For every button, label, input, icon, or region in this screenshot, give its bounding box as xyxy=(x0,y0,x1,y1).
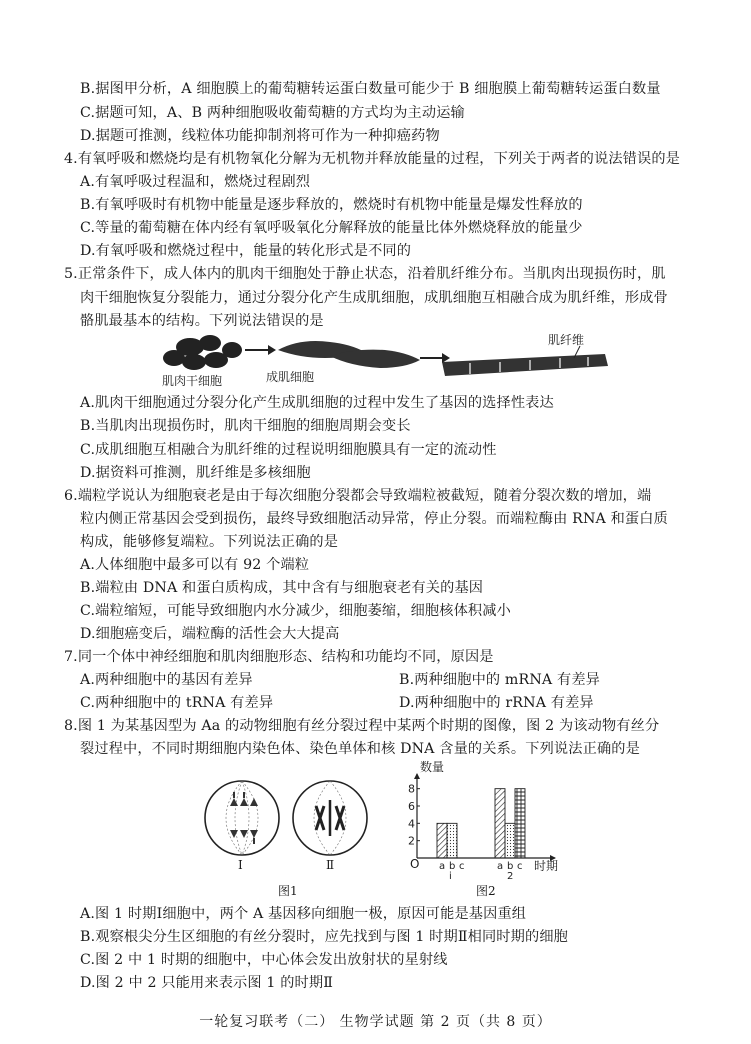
q8-option-c: C.图 2 中 1 时期的细胞中，中心体会发出放射状的星射线 xyxy=(80,952,448,968)
q8-option-b: B.观察根尖分生区细胞的有丝分裂时，应先找到与图 1 时期Ⅱ相同时期的细胞 xyxy=(80,929,568,945)
chart-y-tick-label: 4 xyxy=(408,817,415,831)
q5-option-c: C.成肌细胞互相融合为肌纤维的过程说明细胞膜具有一定的流动性 xyxy=(80,442,497,458)
q4-stem: 4.有氧呼吸和燃烧均是有机物氧化分解为无机物并释放能量的过程，下列关于两者的说法错误的是 xyxy=(64,151,681,167)
q7-option-d: D.两种细胞中的 rRNA 有差异 xyxy=(399,695,594,711)
muscle-stem-cells-drawing xyxy=(163,335,242,370)
chart-group-label: i xyxy=(449,871,452,880)
q6-option-b: B.端粒由 DNA 和蛋白质构成，其中含有与细胞衰老有关的基因 xyxy=(80,580,484,596)
q7-option-c: C.两种细胞中的 tRNA 有差异 xyxy=(80,695,274,711)
q6-option-c: C.端粒缩短，可能导致细胞内水分减少，细胞萎缩，细胞核体积减小 xyxy=(80,603,511,619)
q8-stem-line2: 裂过程中，不同时期细胞内染色体、染色单体和核 DNA 含量的关系。下列说法正确的是 xyxy=(80,741,640,757)
q7-option-a: A.两种细胞中的基因有差异 xyxy=(80,672,253,688)
q7-option-b: B.两种细胞中的 mRNA 有差异 xyxy=(399,672,600,688)
page-footer: 一轮复习联考（二） 生物学试题 第 2 页（共 8 页） xyxy=(199,1014,552,1030)
figure-1-mitosis-cells xyxy=(200,770,380,870)
q6-stem-line2: 粒内侧正常基因会受到损伤，最终导致细胞活动异常，停止分裂。而端粒酶由 RNA 和蛋白质 xyxy=(80,511,668,527)
chart-ylabel: 数量 xyxy=(420,760,445,774)
muscle-fiber-drawing xyxy=(442,354,608,376)
chart-bar-label: a xyxy=(439,861,446,872)
chart-bar xyxy=(495,789,505,858)
q5-option-d: D.据资料可推测，肌纤维是多核细胞 xyxy=(80,465,311,481)
cell-I-drawing xyxy=(205,781,279,855)
chart-xlabel: 时期 xyxy=(534,859,559,873)
q8-stem-line1: 8.图 1 为某基因型为 Aa 的动物细胞有丝分裂过程中某两个时期的图像，图 2 为该动物有丝分 xyxy=(64,718,660,734)
chart-origin: O xyxy=(410,857,420,871)
q6-stem-line1: 6.端粒学说认为细胞衰老是由于每次细胞分裂都会导致端粒被截短，随着分裂次数的增加，端 xyxy=(64,488,652,504)
chart-y-tick-label: 6 xyxy=(408,800,415,813)
chart-bar xyxy=(505,823,515,858)
chart-y-tick-label: 2 xyxy=(408,834,415,848)
q4-option-d: D.有氧呼吸和燃烧过程中，能量的转化形式是不同的 xyxy=(80,243,412,259)
q5-stem-line2: 肉干细胞恢复分裂能力，通过分裂分化产生成肌细胞，成肌细胞互相融合成为肌纤维，形成骨 xyxy=(80,290,668,306)
q7-stem: 7.同一个体中神经细胞和肌肉细胞形态、结构和功能均不同，原因是 xyxy=(64,649,494,665)
chart-bar-label: c xyxy=(517,861,523,872)
chart-group-label: 2 xyxy=(507,871,514,880)
q8-option-a: A.图 1 时期Ⅰ细胞中，两个 A 基因移向细胞一极，原因可能是基因重组 xyxy=(80,906,527,922)
q6-option-d: D.细胞癌变后，端粒酶的活性会大大提高 xyxy=(80,626,340,642)
fig-label-stem-cell: 肌肉干细胞 xyxy=(162,374,223,388)
q6-option-a: A.人体细胞中最多可以有 92 个端粒 xyxy=(80,557,310,573)
q3-option-c: C.据题可知，A、B 两种细胞吸收葡萄糖的方式均为主动运输 xyxy=(80,105,465,121)
q4-option-c: C.等量的葡萄糖在体内经有氧呼吸氧化分解释放的能量比体外燃烧释放的能量少 xyxy=(80,220,583,236)
chart-y-arrow xyxy=(414,773,420,779)
chart-bar xyxy=(515,789,525,858)
chart-bar-label: b xyxy=(449,861,456,872)
fig1-label-II: Ⅱ xyxy=(326,858,335,872)
fig-label-muscle-fiber: 肌纤维 xyxy=(548,333,585,347)
chart-bar-label: b xyxy=(507,861,514,872)
fig1-caption: 图1 xyxy=(278,884,298,898)
fig-label-myoblast: 成肌细胞 xyxy=(266,370,315,384)
q3-option-b: B.据图甲分析，A 细胞膜上的葡萄糖转运蛋白数量可能少于 B 细胞膜上葡萄糖转运蛋白数量 xyxy=(80,81,661,97)
fig1-label-I: Ⅰ xyxy=(238,858,243,872)
chart-bar-label: c xyxy=(459,861,465,872)
q8-option-d: D.图 2 中 2 只能用来表示图 1 的时期Ⅱ xyxy=(80,975,334,991)
q3-option-d: D.据题可推测，线粒体功能抑制剂将可作为一种抑癌药物 xyxy=(80,128,440,144)
q5-option-a: A.肌肉干细胞通过分裂分化产生成肌细胞的过程中发生了基因的选择性表达 xyxy=(80,395,554,411)
q5-stem-line3: 骼肌最基本的结构。下列说法错误的是 xyxy=(80,313,324,329)
q6-stem-line3: 构成，能够修复端粒。下列说法正确的是 xyxy=(80,534,339,550)
q4-option-b: B.有氧呼吸时有机物中能量是逐步释放的，燃烧时有机物中能量是爆发性释放的 xyxy=(80,197,583,213)
chart-bar-label: a xyxy=(497,861,504,872)
chart-bar xyxy=(437,823,447,858)
fig2-caption: 图2 xyxy=(476,884,496,898)
myoblast-drawing xyxy=(278,341,420,368)
chart-y-tick-label: 8 xyxy=(408,782,415,796)
cell-II-drawing xyxy=(293,781,367,855)
q5-stem-line1: 5.正常条件下，成人体内的肌肉干细胞处于静止状态，沿着肌纤维分布。当肌肉出现损伤时，肌 xyxy=(64,266,666,282)
q4-option-a: A.有氧呼吸过程温和，燃烧过程剧烈 xyxy=(80,174,311,190)
chart-bar xyxy=(447,823,457,858)
q5-option-b: B.当肌肉出现损伤时，肌肉干细胞的细胞周期会变长 xyxy=(80,418,411,434)
